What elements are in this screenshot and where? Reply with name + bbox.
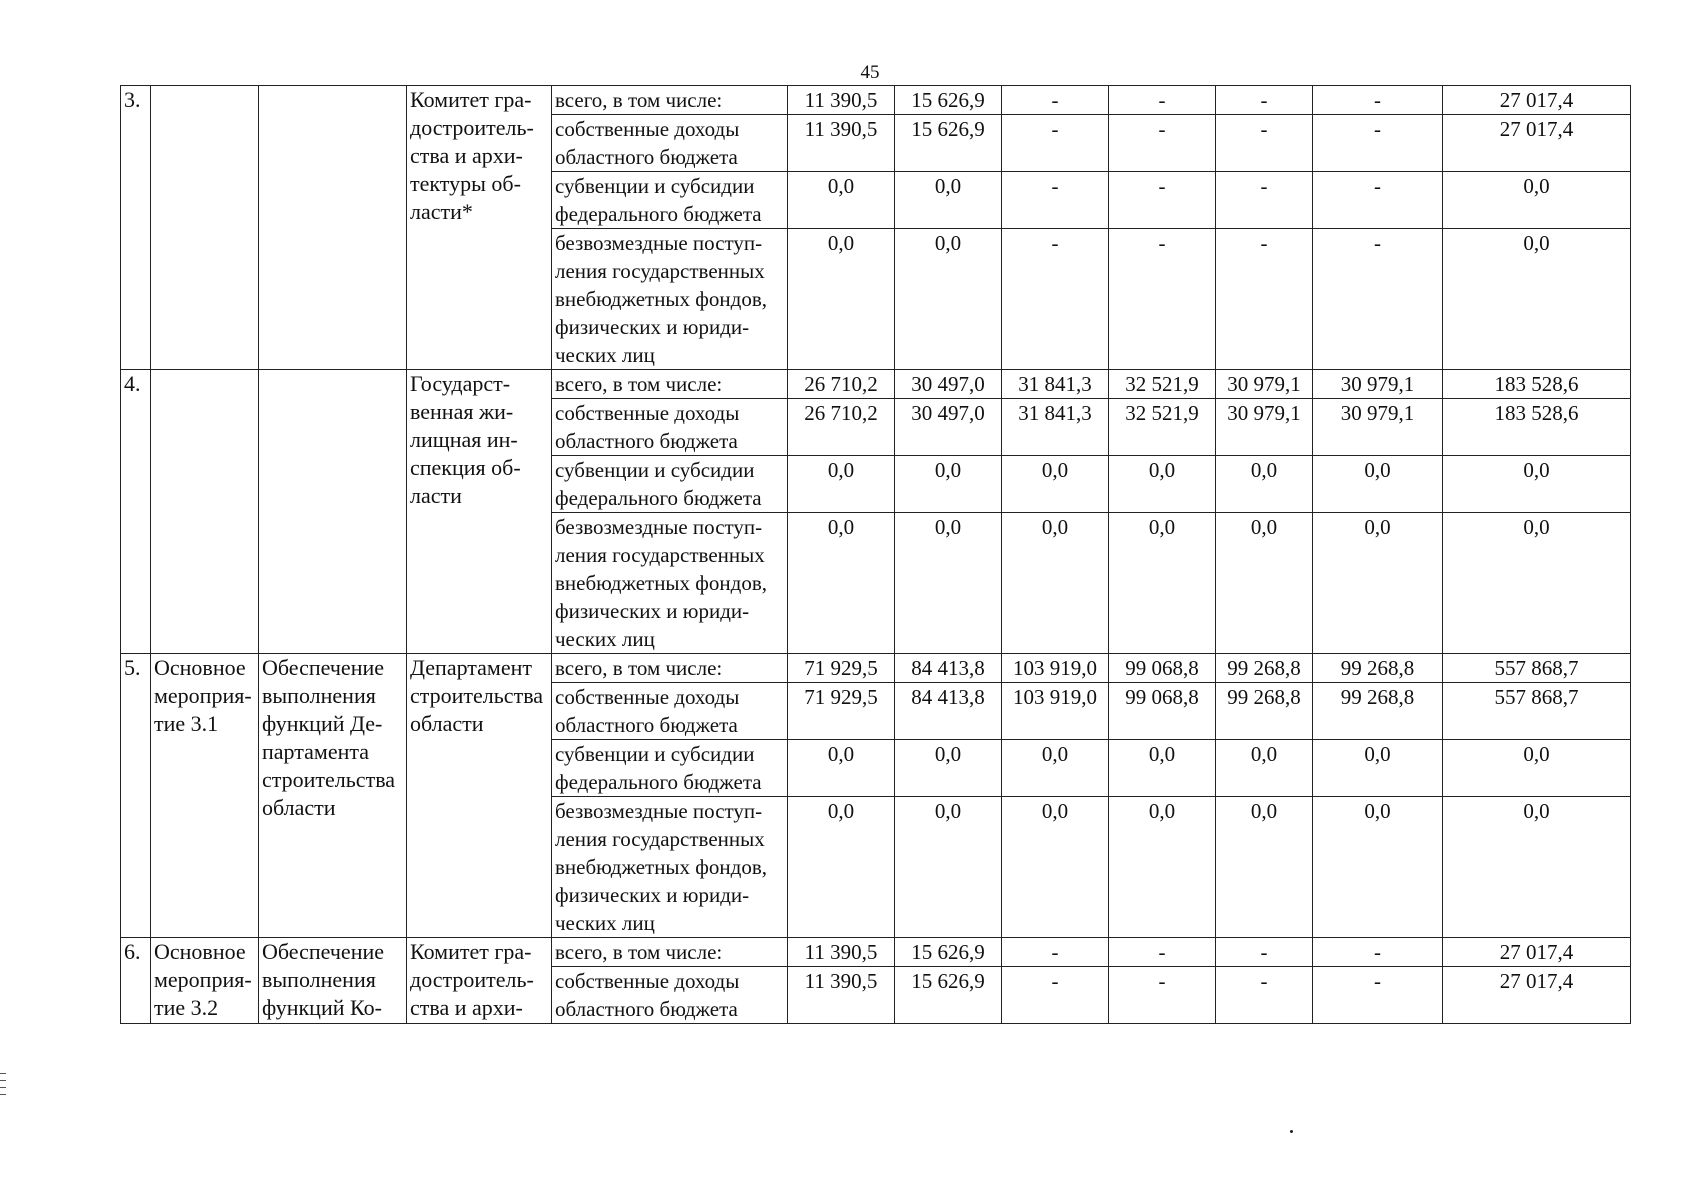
funding-source-cell: безвозмездные поступ-ления государственных внебюджетных фондов, физических и юриди-ческих лиц: [552, 797, 788, 938]
value-cell: -: [1216, 86, 1313, 115]
value-cell: -: [1109, 115, 1216, 172]
value-cell: 30 497,0: [895, 370, 1002, 399]
value-cell: -: [1313, 86, 1443, 115]
funding-source-cell: всего, в том числе:: [552, 370, 788, 399]
value-cell: -: [1313, 115, 1443, 172]
value-cell: -: [1313, 229, 1443, 370]
executor-cell: Комитет гра-достроитель-ства и архи-: [407, 938, 552, 1024]
value-cell: 30 979,1: [1313, 399, 1443, 456]
row-number: 4.: [121, 370, 151, 654]
value-cell: 0,0: [895, 740, 1002, 797]
value-cell: 0,0: [895, 513, 1002, 654]
executor-cell: Государст- венная жи- лищная ин- спекция об- ласти: [407, 370, 552, 654]
value-cell: 0,0: [788, 513, 895, 654]
row-number: 3.: [121, 86, 151, 370]
value-cell: 183 528,6: [1443, 370, 1631, 399]
row-number: 5.: [121, 654, 151, 938]
value-cell: -: [1002, 229, 1109, 370]
value-cell: 84 413,8: [895, 654, 1002, 683]
funding-source-cell: собственные доходы областного бюджета: [552, 683, 788, 740]
value-cell: 0,0: [1216, 456, 1313, 513]
value-cell: 0,0: [895, 229, 1002, 370]
activity-cell: [151, 86, 259, 370]
margin-mark: [0, 1094, 6, 1095]
value-cell: 0,0: [1109, 797, 1216, 938]
value-cell: -: [1109, 967, 1216, 1024]
table-row: [121, 86, 1631, 115]
value-cell: 0,0: [895, 172, 1002, 229]
value-cell: -: [1109, 938, 1216, 967]
value-cell: 71 929,5: [788, 683, 895, 740]
funding-source-cell: собственные доходы областного бюджета: [552, 967, 788, 1024]
value-cell: 32 521,9: [1109, 399, 1216, 456]
value-cell: 99 068,8: [1109, 654, 1216, 683]
value-cell: 99 068,8: [1109, 683, 1216, 740]
funding-source-cell: собственные доходы областного бюджета: [552, 399, 788, 456]
value-cell: 30 979,1: [1216, 399, 1313, 456]
value-cell: 31 841,3: [1002, 399, 1109, 456]
margin-mark: [0, 1087, 6, 1088]
table-row: [121, 370, 1631, 399]
value-cell: -: [1313, 938, 1443, 967]
funding-source-cell: всего, в том числе:: [552, 86, 788, 115]
value-cell: 0,0: [1002, 513, 1109, 654]
value-cell: -: [1216, 967, 1313, 1024]
value-cell: 557 868,7: [1443, 683, 1631, 740]
budget-table: [120, 85, 1631, 1024]
value-cell: 30 497,0: [895, 399, 1002, 456]
value-cell: 0,0: [1216, 513, 1313, 654]
value-cell: 0,0: [1109, 456, 1216, 513]
value-cell: 99 268,8: [1216, 683, 1313, 740]
description-cell: [259, 370, 407, 654]
value-cell: 0,0: [1443, 797, 1631, 938]
value-cell: 0,0: [788, 797, 895, 938]
funding-source-cell: всего, в том числе:: [552, 654, 788, 683]
value-cell: 0,0: [788, 172, 895, 229]
value-cell: 31 841,3: [1002, 370, 1109, 399]
value-cell: -: [1109, 86, 1216, 115]
value-cell: 0,0: [1313, 513, 1443, 654]
value-cell: -: [1216, 229, 1313, 370]
value-cell: -: [1313, 172, 1443, 229]
value-cell: 99 268,8: [1313, 683, 1443, 740]
table-row: [121, 938, 1631, 967]
value-cell: 0,0: [1443, 513, 1631, 654]
value-cell: 71 929,5: [788, 654, 895, 683]
activity-cell: [151, 370, 259, 654]
funding-source-cell: собственные доходы областного бюджета: [552, 115, 788, 172]
value-cell: 27 017,4: [1443, 938, 1631, 967]
value-cell: 0,0: [1313, 797, 1443, 938]
margin-mark: [0, 1073, 6, 1074]
value-cell: 0,0: [895, 456, 1002, 513]
value-cell: 0,0: [1443, 456, 1631, 513]
value-cell: 27 017,4: [1443, 86, 1631, 115]
value-cell: -: [1109, 172, 1216, 229]
page-number: 45: [860, 62, 880, 83]
value-cell: 32 521,9: [1109, 370, 1216, 399]
funding-source-cell: субвенции и субсидии федерального бюджета: [552, 172, 788, 229]
value-cell: 84 413,8: [895, 683, 1002, 740]
value-cell: -: [1216, 172, 1313, 229]
value-cell: 0,0: [895, 797, 1002, 938]
value-cell: 0,0: [1443, 229, 1631, 370]
value-cell: -: [1109, 229, 1216, 370]
value-cell: 0,0: [1313, 456, 1443, 513]
description-cell: [259, 86, 407, 370]
funding-source-cell: субвенции и субсидии федерального бюджета: [552, 740, 788, 797]
value-cell: -: [1002, 172, 1109, 229]
value-cell: 11 390,5: [788, 938, 895, 967]
value-cell: 30 979,1: [1313, 370, 1443, 399]
executor-cell: Департамент строительства области: [407, 654, 552, 938]
value-cell: 11 390,5: [788, 115, 895, 172]
activity-cell: Основное мероприя-тие 3.2: [151, 938, 259, 1024]
value-cell: -: [1002, 115, 1109, 172]
value-cell: 15 626,9: [895, 86, 1002, 115]
value-cell: 0,0: [1002, 797, 1109, 938]
margin-mark: [0, 1080, 6, 1081]
value-cell: 30 979,1: [1216, 370, 1313, 399]
value-cell: 103 919,0: [1002, 683, 1109, 740]
value-cell: 0,0: [788, 740, 895, 797]
funding-source-cell: безвозмездные поступ-ления государственных внебюджетных фондов, физических и юриди-ческих лиц: [552, 229, 788, 370]
value-cell: 0,0: [1109, 740, 1216, 797]
value-cell: 15 626,9: [895, 115, 1002, 172]
value-cell: -: [1002, 86, 1109, 115]
value-cell: 0,0: [1313, 740, 1443, 797]
table-row: [121, 654, 1631, 683]
value-cell: 0,0: [788, 456, 895, 513]
value-cell: -: [1002, 938, 1109, 967]
value-cell: 15 626,9: [895, 967, 1002, 1024]
activity-cell: Основное мероприя-тие 3.1: [151, 654, 259, 938]
funding-source-cell: всего, в том числе:: [552, 938, 788, 967]
value-cell: 99 268,8: [1313, 654, 1443, 683]
value-cell: 27 017,4: [1443, 115, 1631, 172]
value-cell: 183 528,6: [1443, 399, 1631, 456]
description-cell: Обеспечение выполнения функций Ко-: [259, 938, 407, 1024]
value-cell: 0,0: [1443, 172, 1631, 229]
value-cell: -: [1002, 967, 1109, 1024]
executor-cell: Комитет гра- достроитель- ства и архи- тектуры об- ласти*: [407, 86, 552, 370]
funding-source-cell: субвенции и субсидии федерального бюджета: [552, 456, 788, 513]
value-cell: -: [1216, 938, 1313, 967]
value-cell: 0,0: [1109, 513, 1216, 654]
row-number: 6.: [121, 938, 151, 1024]
value-cell: 15 626,9: [895, 938, 1002, 967]
value-cell: 11 390,5: [788, 967, 895, 1024]
value-cell: 0,0: [1002, 456, 1109, 513]
funding-source-cell: безвозмездные поступ-ления государственных внебюджетных фондов, физических и юриди-ческих лиц: [552, 513, 788, 654]
value-cell: 557 868,7: [1443, 654, 1631, 683]
description-cell: Обеспечение выполнения функций Де-партамента строительства области: [259, 654, 407, 938]
value-cell: 0,0: [1216, 797, 1313, 938]
value-cell: 26 710,2: [788, 370, 895, 399]
value-cell: 99 268,8: [1216, 654, 1313, 683]
value-cell: 0,0: [788, 229, 895, 370]
value-cell: 27 017,4: [1443, 967, 1631, 1024]
value-cell: 0,0: [1002, 740, 1109, 797]
value-cell: 11 390,5: [788, 86, 895, 115]
value-cell: -: [1216, 115, 1313, 172]
value-cell: 103 919,0: [1002, 654, 1109, 683]
scan-dot: [1290, 1130, 1293, 1133]
value-cell: 26 710,2: [788, 399, 895, 456]
value-cell: -: [1313, 967, 1443, 1024]
value-cell: 0,0: [1216, 740, 1313, 797]
value-cell: 0,0: [1443, 740, 1631, 797]
